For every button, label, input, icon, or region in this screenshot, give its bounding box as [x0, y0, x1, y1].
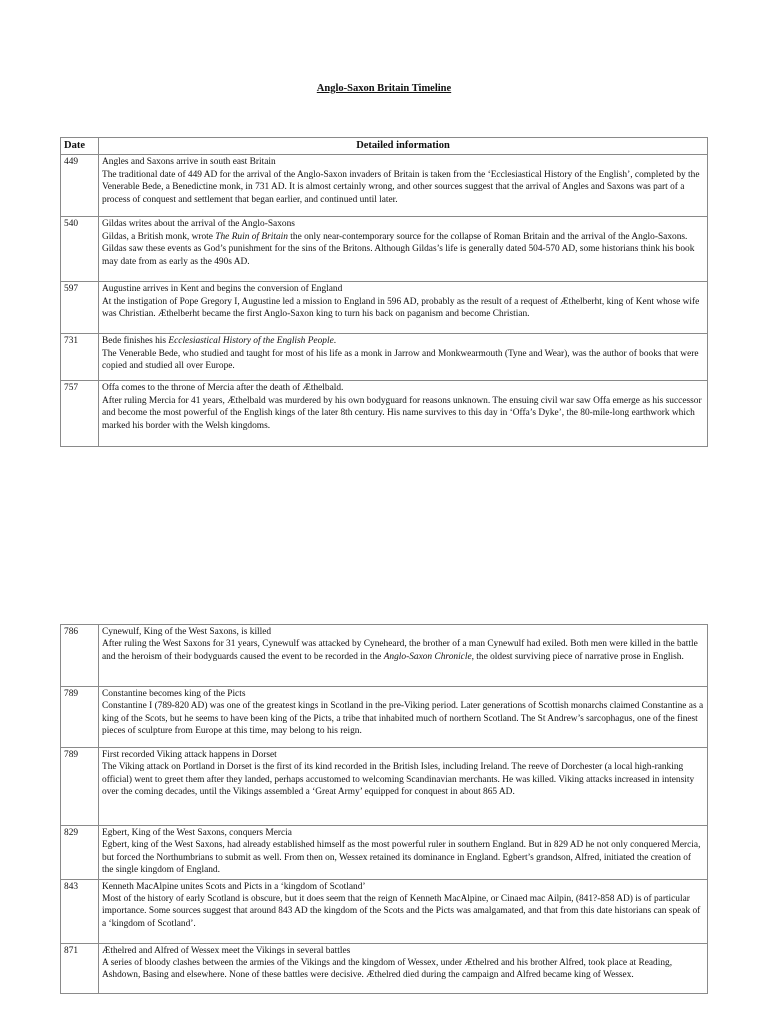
row-detail	[99, 943, 708, 993]
row-detail	[99, 625, 708, 687]
row-body-italic-part: The Ruin of Britain	[215, 231, 288, 242]
row-date: 731	[61, 334, 99, 381]
page-title: Anglo-Saxon Britain Timeline	[316, 83, 452, 94]
date-column-header: Date	[61, 138, 99, 155]
row-body	[102, 169, 704, 206]
row-heading: Constantine becomes king of the Picts	[102, 689, 246, 699]
row-body	[102, 348, 704, 373]
table-row	[61, 748, 708, 826]
row-detail	[99, 748, 708, 826]
row-body	[102, 839, 704, 876]
row-heading: Kenneth MacAlpine unites Scots and Picts in a ‘kingdom of Scotland’	[102, 881, 366, 892]
table-row	[61, 217, 708, 282]
timeline-table-1	[60, 137, 708, 447]
row-date: 449	[61, 155, 99, 217]
row-heading: Æthelred and Alfred of Wessex meet the Vikings in several battles	[102, 945, 351, 956]
row-heading: Egbert, King of the West Saxons, conquers Mercia	[102, 828, 292, 838]
row-date: 871	[61, 943, 99, 993]
table-row	[61, 687, 708, 748]
table-row	[61, 334, 708, 381]
row-body-text-part: , the oldest surviving piece of narrative prose in English.	[471, 651, 684, 662]
row-body	[102, 395, 704, 432]
table-row	[61, 826, 708, 880]
row-body	[102, 700, 704, 737]
row-body-text-part: At the instigation of Pope Gregory I, Augustine led a mission to England in 596 AD, probably as the result of a request of Æthelberht, king of Kent whose wife was Christian. Æthelberht became the first Anglo-Saxon king to turn his back on paganism and become Christian.	[102, 296, 700, 320]
row-body-italic-part: Anglo-Saxon Chronicle	[383, 651, 472, 662]
row-body-text-part: After ruling the West Saxons for 31 years, Cynewulf was attacked by Cyneheard, the brother of a man Cynewulf had exiled. Both men were killed in the battle and the heroism of their bodyguards caused the event to be recorded in the	[102, 639, 698, 662]
info-column-header: Detailed information	[99, 138, 708, 155]
table-row	[61, 879, 708, 943]
row-date: 789	[61, 687, 99, 748]
row-heading: Angles and Saxons arrive in south east Britain	[102, 157, 276, 168]
table-row	[61, 625, 708, 687]
timeline-table-2	[60, 624, 708, 994]
row-body	[102, 761, 704, 798]
table-row	[61, 381, 708, 447]
row-detail	[99, 381, 708, 447]
row-date: 540	[61, 217, 99, 282]
row-body-text-part: The Venerable Bede, who studied and taught for most of his life as a monk in Jarrow and Monkwearmouth (Tyne and Wear), was the author of books that were copied and studied all over Europe.	[102, 348, 699, 372]
row-body-text-part: Most of the history of early Scotland is obscure, but it does seem that the reign of Kenneth MacAlpine, or Cinaed mac Ailpin, (841?-858 AD) is of particular importance. Some sources suggest that around 843 AD the kingdom of the Scots and the Picts was amalgamated, and that from this date historians can speak of a ‘kingdom of Scotland’.	[102, 894, 701, 929]
row-heading: Cynewulf, King of the West Saxons, is killed	[102, 627, 272, 637]
row-body	[102, 296, 704, 321]
table-row	[61, 282, 708, 334]
row-date: 829	[61, 826, 99, 880]
row-date: 843	[61, 879, 99, 943]
row-detail	[99, 879, 708, 943]
row-body	[102, 231, 704, 268]
row-date: 597	[61, 282, 99, 334]
row-body	[102, 893, 704, 930]
row-body-text-part: After ruling Mercia for 41 years, Æthelbald was murdered by his own bodyguard for reasons unknown. The ensuing civil war saw Offa emerge as his successor and become the most powerful of the English kings of the later 8th century. His name survives to this day in ‘Offa’s Dyke’, the 80-mile-long earthwork which marked his border with the Welsh kingdoms.	[102, 395, 702, 431]
row-body-text-part: The Viking attack on Portland in Dorset is the first of its kind recorded in the British Isles, including Ireland. The reeve of Dorchester (a local high-ranking official) went to greet them after they landed, perhaps accustomed to welcoming Scandinavian merchants. He was killed. Viking attacks increased in intensity over the coming decades, until the Vikings assembled a ‘Great Army’ equipped for conquest in about 865 AD.	[102, 762, 695, 798]
row-detail	[99, 155, 708, 217]
row-date: 789	[61, 748, 99, 826]
row-detail	[99, 282, 708, 334]
row-body	[102, 638, 704, 663]
row-heading-text-part: .	[333, 336, 337, 347]
row-heading-text-part: Bede finishes his	[102, 336, 169, 347]
row-heading-italic-part: Ecclesiastical History of the English People	[168, 336, 334, 347]
row-heading: Offa comes to the throne of Mercia after the death of Æthelbald.	[102, 383, 344, 394]
row-date: 786	[61, 625, 99, 687]
row-detail	[99, 826, 708, 880]
row-body-text-part: A series of bloody clashes between the armies of the Vikings and the kingdom of Wessex, under Æthelred and his brother Alfred, took place at Reading, Ashdown, Basing and elsewhere. None of these battles were decisive. Æthelred died during the campaign and Alfred became king of Wessex.	[102, 958, 673, 981]
table-row	[61, 943, 708, 993]
row-body	[102, 957, 704, 982]
row-body-text-part: The traditional date of 449 AD for the arrival of the Anglo-Saxon invaders of Britain is taken from the ‘Ecclesiastical History of the English’, completed by the Venerable Bede, a Benedictine monk, in 731 AD. It is almost certainly wrong, and other sources suggest that the arrival of Angles and Saxons was part of a process of conquest and settlement that began earlier, and continued until later.	[102, 169, 700, 205]
row-heading: Augustine arrives in Kent and begins the conversion of England	[102, 284, 343, 295]
row-heading	[102, 335, 704, 347]
table-row	[61, 155, 708, 217]
row-body-text-part: Egbert, king of the West Saxons, had already established himself as the most powerful ruler in southern England. But in 829 AD he not only conquered Mercia, but forced the Northumbrians to submit as well. From then on, Wessex retained its dominance in England. Egbert’s grandson, Alfred, initiated the creation of the single kingdom of England.	[102, 840, 701, 876]
row-detail	[99, 687, 708, 748]
row-body-text-part: Constantine I (789-820 AD) was one of the greatest kings in Scotland in the pre-Viking period. Later generations of Scottish monarchs claimed Constantine as a king of the Scots, but he seems to have been king of the Picts, a tribe that inhabited much of northern Scotland. The St Andrew’s sarcophagus, one of the finest pieces of sculpture from Europe at this time, may belong to his reign.	[102, 701, 704, 737]
row-body-text-part: the only near-contemporary source for the collapse of Roman Britain and the arrival of the Anglo-Saxons. Gildas saw these events as God’s punishment for the sins of the Britons. Although Gildas’s life is generally dated 504-570 AD, some historians think his book may date from as early as the 490s AD.	[102, 231, 695, 267]
row-heading: First recorded Viking attack happens in Dorset	[102, 750, 277, 760]
row-detail	[99, 217, 708, 282]
row-heading: Gildas writes about the arrival of the Anglo-Saxons	[102, 219, 295, 230]
row-date: 757	[61, 381, 99, 447]
table-header-row	[61, 138, 708, 155]
row-detail	[99, 334, 708, 381]
row-body-text-part: Gildas, a British monk, wrote	[102, 231, 216, 242]
